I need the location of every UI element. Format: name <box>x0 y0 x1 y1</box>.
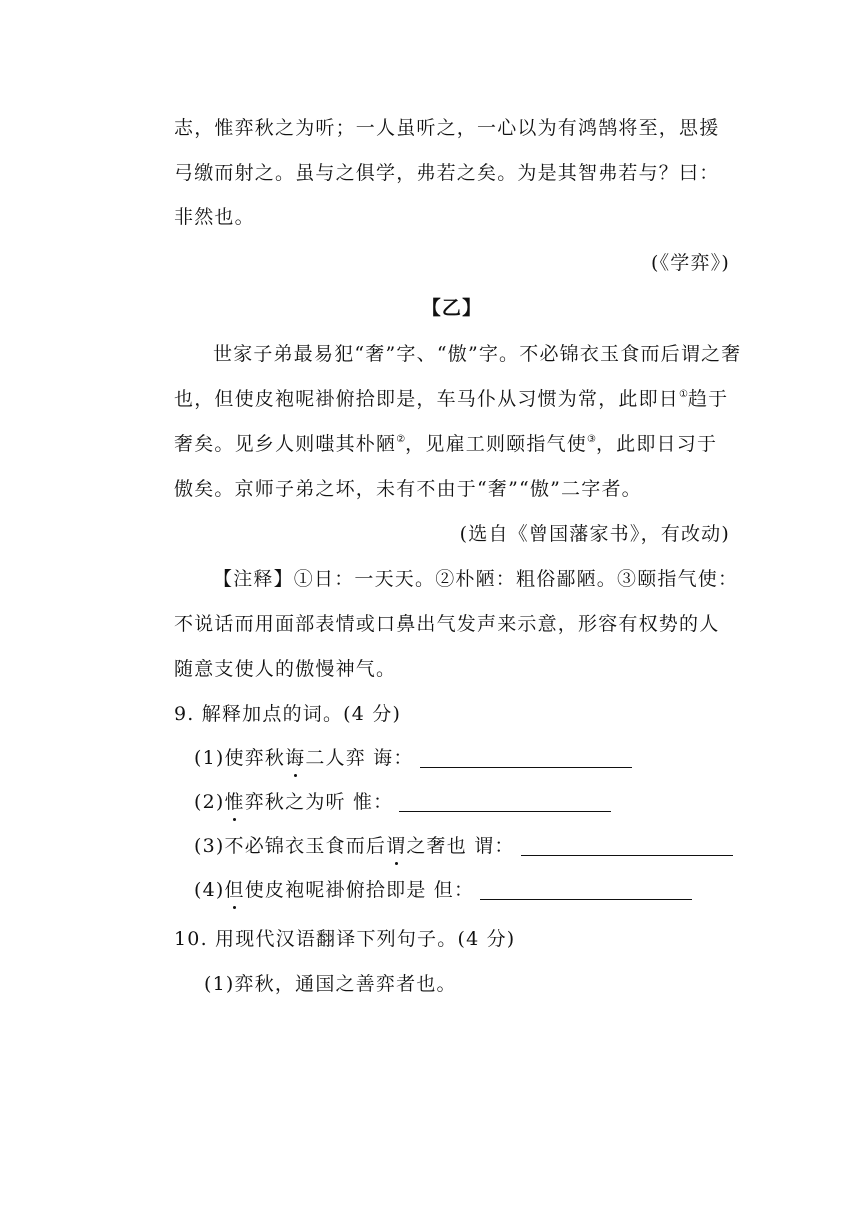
question-9-item <box>194 789 754 815</box>
item-text: 之奢也 谓： <box>406 835 515 857</box>
question-9-stem: 9. 解释加点的词。(4 分) <box>174 703 402 725</box>
item-text: (4) <box>194 879 225 901</box>
footnote-marker: ① <box>679 389 688 400</box>
passage-yi-text: 奢矣。见乡人则嗤其朴陋 <box>174 433 397 455</box>
answer-blank[interactable] <box>399 791 611 812</box>
answer-blank[interactable] <box>521 835 733 856</box>
notes-line: 不说话而用面部表情或口鼻出气发声来示意，形容有权势的人 <box>174 613 720 635</box>
answer-blank[interactable] <box>420 747 632 768</box>
passage-jia-line: 弓缴而射之。虽与之俱学，弗若之矣。为是其智弗若与？曰： <box>174 162 720 184</box>
passage-yi-source: (选自《曾国藩家书》，有改动) <box>459 523 730 545</box>
question-9-item <box>194 877 754 903</box>
passage-yi-text: ，见雇工则颐指气使 <box>405 433 587 455</box>
dotted-word: 诲 <box>285 747 306 769</box>
passage-yi-text: ，此即日习于 <box>595 433 718 455</box>
passage-jia-line: 非然也。 <box>174 206 255 228</box>
question-9-item <box>194 745 754 771</box>
answer-blank[interactable] <box>480 879 692 900</box>
item-text: (2) <box>194 791 225 813</box>
dotted-word: 惟 <box>224 791 245 813</box>
notes-line: 【注释】①日：一天天。②朴陋：粗俗鄙陋。③颐指气使： <box>213 568 739 590</box>
passage-yi-heading: 【乙】 <box>421 297 483 319</box>
question-10-stem: 10. 用现代汉语翻译下列句子。(4 分) <box>174 928 516 950</box>
passage-jia-line: 志，惟弈秋之为听；一人虽听之，一心以为有鸿鹄将至，思援 <box>174 117 720 139</box>
item-text: (3)不必锦衣玉食而后 <box>194 835 387 857</box>
passage-yi-line: 世家子弟最易犯“奢”字、“傲”字。不必锦衣玉食而后谓之奢 <box>213 343 742 365</box>
item-text: 弈秋之为听 惟： <box>244 791 394 813</box>
question-10-item: (1)弈秋，通国之善弈者也。 <box>204 973 457 995</box>
passage-yi-line: 傲矣。京师子弟之坏，未有不由于“奢”“傲”二字者。 <box>174 478 642 500</box>
item-text: (1)使弈秋 <box>194 747 286 769</box>
item-text: 二人弈 诲： <box>305 747 414 769</box>
passage-yi-line <box>174 386 734 412</box>
dotted-word: 谓 <box>386 835 407 857</box>
notes-line: 随意支使人的傲慢神气。 <box>174 658 397 680</box>
footnote-marker: ② <box>396 434 406 445</box>
passage-yi-text: 也，但使皮袍呢褂俯拾即是，车马仆从习惯为常，此即日 <box>174 388 680 410</box>
passage-yi-text: 趋于 <box>687 388 729 410</box>
dotted-word: 但 <box>224 879 245 901</box>
passage-jia-source: (《学弈》) <box>650 252 730 274</box>
item-text: 使皮袍呢褂俯拾即是 但： <box>244 879 475 901</box>
footnote-marker: ③ <box>586 434 596 445</box>
passage-yi-line <box>174 431 734 457</box>
question-9-item <box>194 833 754 859</box>
